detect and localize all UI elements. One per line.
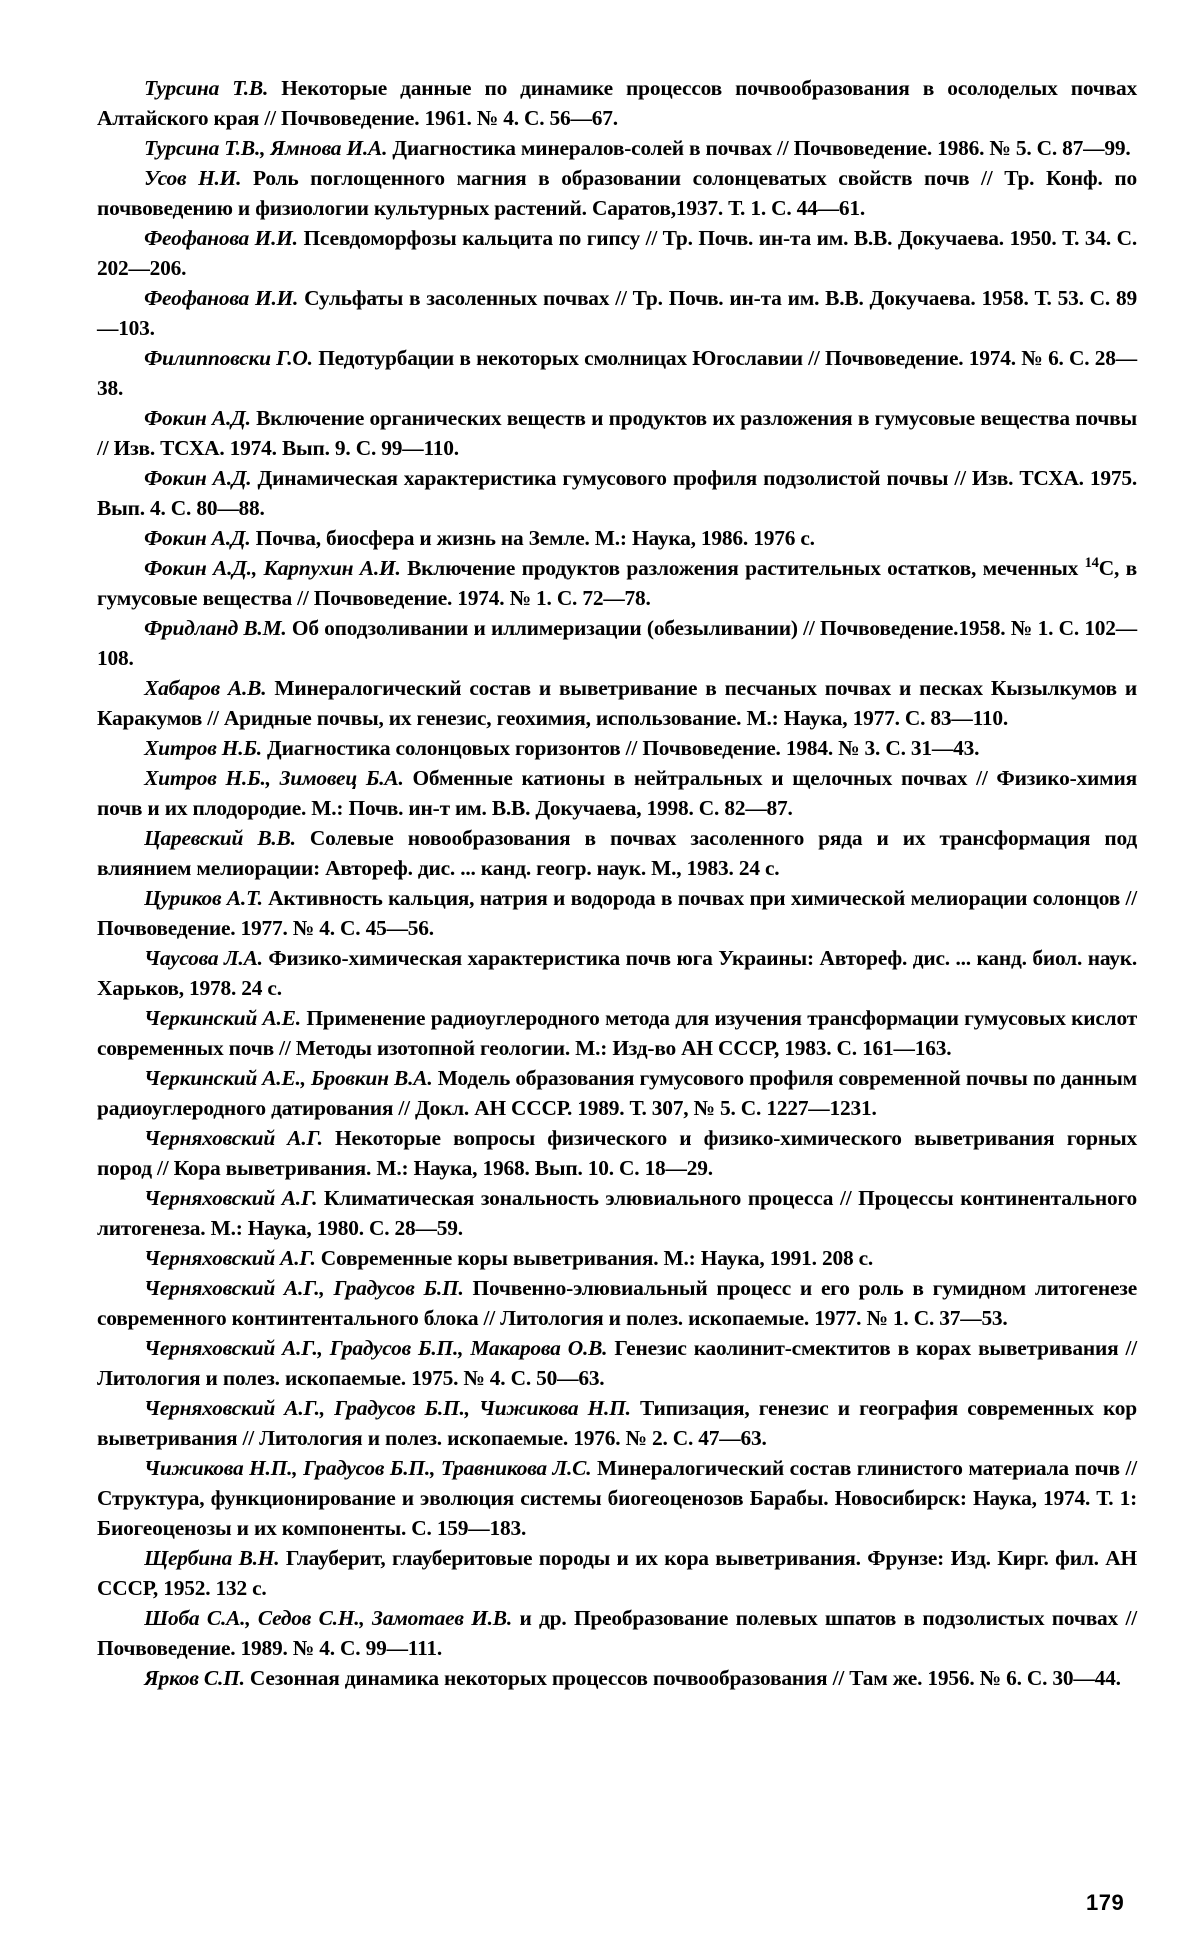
reference-text: Включение продуктов разложения растительных остатков, меченных [400,556,1085,581]
reference-author: Черняховский А.Г., Градусов Б.П. [144,1276,464,1301]
reference-entry [97,1454,1137,1543]
page-number: 179 [1086,1890,1125,1915]
reference-entry [97,1124,1137,1184]
reference-text: Климатическая зональность элювиального процесса // Процессы континентального литогенеза. М.: Наука, 1980. С. 28—59. [97,1186,1137,1241]
reference-author: Фридланд В.М. [144,616,287,641]
reference-text: Диагностика минералов-солей в почвах // Почвоведение. 1986. № 5. С. 87—99. [387,135,1131,160]
reference-entry [97,674,1137,734]
reference-text: Обменные катионы в нейтральных и щелочных почвах // Физико-химия почв и их плодородие. М.: Почв. ин-т им. В.В. Докучаева, 1998. С. 82—87. [97,766,1137,821]
reference-entry [97,824,1137,884]
isotope-superscript: 14 [1084,555,1099,572]
reference-entry [97,1004,1137,1064]
reference-author: Черняховский А.Г., Градусов Б.П., Макарова О.В. [144,1336,608,1361]
reference-author: Хитров Н.Б., Зимовец Б.А. [144,766,404,791]
reference-entry [97,1394,1137,1454]
reference-entry [97,1184,1137,1244]
reference-author: Черняховский А.Г. [144,1126,323,1151]
reference-text: Сезонная динамика некоторых процессов почвообразования // Там же. 1956. № 6. С. 30—44. [244,1666,1121,1691]
reference-author: Турсина Т.В. [144,76,269,100]
reference-author: Цуриков А.Т. [144,886,263,911]
reference-entry [97,1664,1137,1694]
reference-entry [97,284,1137,344]
reference-text: Псевдоморфозы кальцита по гипсу // Тр. Почв. ин-та им. В.В. Докучаева. 1950. Т. 34. С. 202—206. [97,226,1138,280]
reference-entry [97,1604,1137,1664]
reference-author: Усов Н.И. [144,166,242,191]
reference-entry [97,1274,1137,1334]
reference-entry [97,1544,1137,1604]
reference-entry [97,464,1137,524]
reference-entry [97,74,1137,134]
reference-text: Роль поглощенного магния в образовании солонцеватых свойств почв // Тр. Конф. по почвоведению и физиологии культурных растений. Саратов,1937. Т. 1. С. 44—61. [97,166,1137,220]
reference-text-continued: C, в гумусовые вещества // Почвоведение. 1974. № 1. С. 72—78. [97,556,1137,611]
reference-text: Глауберит, глауберитовые породы и их кора выветривания. Фрунзе: Изд. Кирг. фил. АН СССР, 1952. 132 с. [97,1546,1137,1600]
reference-text: Диагностика солонцовых горизонтов // Почвоведение. 1984. № 3. С. 31—43. [261,736,980,761]
reference-text: Типизация, генезис и география современных кор выветривания // Литология и полез. ископаемые. 1976. № 2. С. 47—63. [97,1396,1137,1451]
reference-text: Почва, биосфера и жизнь на Земле. М.: Наука, 1986. 1976 с. [250,526,815,551]
reference-author: Фокин А.Д. [144,406,251,431]
reference-author: Фокин А.Д., Карпухин А.И. [144,556,401,581]
reference-entry [97,614,1137,674]
reference-entry [97,884,1137,944]
reference-entry [97,1064,1137,1124]
reference-author: Турсина Т.В., Ямнова И.А. [144,135,388,160]
reference-entry [97,944,1137,1004]
reference-text: Об оподзоливании и иллимеризации (обезыливании) // Почвоведение.1958. № 1. С. 102—108. [97,616,1137,671]
reference-text: Сульфаты в засоленных почвах // Тр. Почв. ин-та им. В.В. Докучаева. 1958. Т. 53. С. 89—103. [97,286,1137,340]
reference-text: Минералогический состав и выветривание в песчаных почвах и песках Кызылкумов и Каракумов // Аридные почвы, их генезис, геохимия, использование. М.: Наука, 1977. С. 83—110. [97,676,1137,731]
reference-author: Шоба С.А., Седов С.Н., Замотаев И.В. [144,1606,512,1631]
reference-author: Хабаров А.В. [144,676,267,701]
reference-text: Включение органических веществ и продуктов их разложения в гумусовые вещества почвы // Изв. ТСХА. 1974. Вып. 9. С. 99—110. [97,406,1137,460]
reference-entry [97,134,1137,164]
reference-text: Активность кальция, натрия и водорода в почвах при химической мелиорации солонцов // Почвоведение. 1977. № 4. С. 45—56. [97,886,1137,941]
reference-author: Черкинский А.Е. [144,1006,301,1031]
reference-author: Фокин А.Д. [144,466,252,491]
reference-text: и др. Преобразование полевых шпатов в подзолистых почвах // Почвоведение. 1989. № 4. С. 99—111. [97,1606,1137,1660]
reference-entry [97,734,1137,764]
reference-list [97,74,1137,1694]
reference-author: Черняховский А.Г. [144,1246,316,1271]
reference-entry [97,764,1137,824]
reference-author: Феофанова И.И. [144,226,298,251]
reference-text: Модель образования гумусового профиля современной почвы по данным радиоуглеродного датирования // Докл. АН СССР. 1989. Т. 307, № 5. С. 1227—1231. [97,1066,1137,1121]
reference-text: Солевые новообразования в почвах засоленного ряда и их трансформация под влиянием мелиорации: Автореф. дис. ... канд. геогр. наук. М., 1983. 24 с. [97,826,1137,881]
reference-entry [97,164,1137,224]
reference-text: Применение радиоуглеродного метода для изучения трансформации гумусовых кислот современных почв // Методы изотопной геологии. М.: Изд-во АН СССР, 1983. С. 161—163. [97,1006,1138,1061]
reference-author: Ярков С.П. [144,1666,245,1691]
reference-author: Феофанова И.И. [144,286,299,311]
reference-entry [97,1244,1137,1274]
reference-entry [97,524,1137,554]
reference-author: Хитров Н.Б. [144,736,262,761]
reference-author: Чаусова Л.А. [144,946,263,971]
reference-text: Физико-химическая характеристика почв юга Украины: Автореф. дис. ... канд. биол. наук. Харьков, 1978. 24 с. [97,946,1137,1001]
reference-author: Черняховский А.Г., Градусов Б.П., Чижикова Н.П. [144,1396,631,1421]
reference-text: Почвенно-элювиальный процесс и его роль в гумидном литогенезе современного континтентального блока // Литология и полез. ископаемые. 1977. № 1. С. 37—53. [97,1276,1137,1331]
reference-author: Царевский В.В. [144,826,296,851]
reference-entry [97,344,1137,404]
reference-author: Черняховский А.Г. [144,1186,318,1211]
reference-text: Некоторые данные по динамике процессов почвообразования в осолоделых почвах Алтайского края // Почвоведение. 1961. № 4. С. 56—67. [97,76,1137,130]
reference-entry [97,1334,1137,1394]
reference-text: Некоторые вопросы физического и физико-химического выветривания горных пород // Кора выветривания. М.: Наука, 1968. Вып. 10. С. 18—29. [97,1126,1137,1181]
reference-text: Современные коры выветривания. М.: Наука, 1991. 208 с. [315,1246,874,1271]
reference-entry [97,554,1137,614]
reference-text: Педотурбации в некоторых смолницах Югославии // Почвоведение. 1974. № 6. С. 28—38. [97,346,1137,400]
reference-text: Динамическая характеристика гумусового профиля подзолистой почвы // Изв. ТСХА. 1975. Вып. 4. С. 80—88. [97,466,1137,520]
reference-text: Минералогический состав глинистого материала почв // Структура, функционирование и эволюция системы биогеоценозов Барабы. Новосибирск: Наука, 1974. Т. 1: Биогеоценозы и их компоненты. С. 159—183. [97,1456,1137,1541]
reference-author: Фокин А.Д. [144,526,251,551]
reference-author: Чижикова Н.П., Градусов Б.П., Травникова Л.С. [144,1456,592,1481]
reference-author: Щербина В.Н. [144,1546,280,1571]
reference-author: Филипповски Г.О. [144,346,313,371]
reference-entry [97,404,1137,464]
reference-author: Черкинский А.Е., Бровкин В.А. [144,1066,433,1091]
reference-text: Генезис каолинит-смектитов в корах выветривания // Литология и полез. ископаемые. 1975. № 4. С. 50—63. [97,1336,1137,1391]
reference-entry [97,224,1137,284]
reference-page [97,74,1137,1694]
